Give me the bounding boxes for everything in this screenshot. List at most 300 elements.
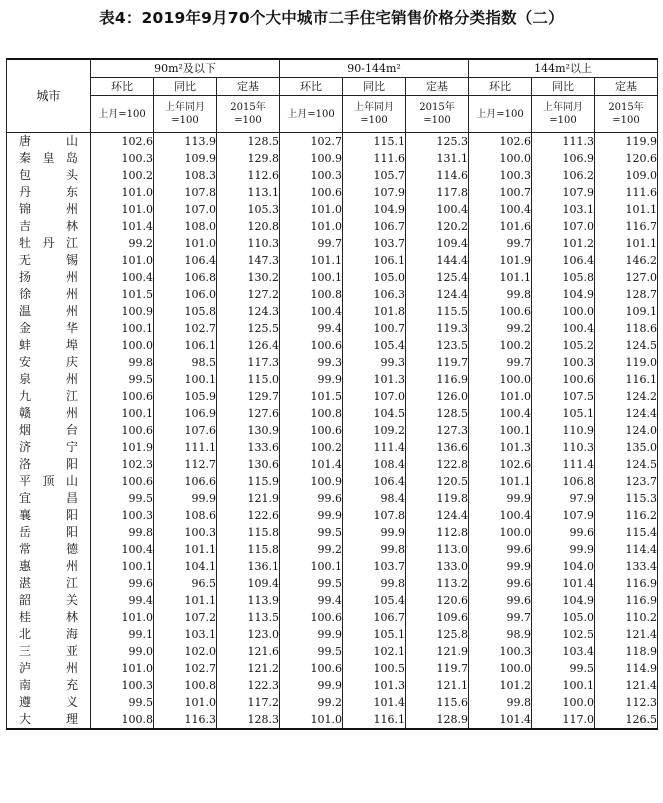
index-value-cell: 102.6 bbox=[91, 133, 154, 151]
index-value-cell: 121.4 bbox=[595, 626, 658, 643]
index-value-cell: 100.6 bbox=[469, 303, 532, 320]
city-name-cell: 牡丹江 bbox=[7, 235, 91, 252]
index-value-cell: 105.9 bbox=[154, 388, 217, 405]
index-value-cell: 107.9 bbox=[343, 184, 406, 201]
metric-header-mom: 环比 bbox=[91, 78, 154, 96]
index-value-cell: 100.9 bbox=[280, 150, 343, 167]
table-row bbox=[7, 439, 658, 456]
index-value-cell: 121.9 bbox=[217, 490, 280, 507]
index-value-cell: 118.6 bbox=[595, 320, 658, 337]
index-value-cell: 113.9 bbox=[217, 592, 280, 609]
index-value-cell: 106.0 bbox=[154, 286, 217, 303]
city-name-cell: 烟台 bbox=[7, 422, 91, 439]
index-value-cell: 121.1 bbox=[406, 677, 469, 694]
table-row bbox=[7, 388, 658, 405]
table-row bbox=[7, 507, 658, 524]
base-header-prev-month: 上月=100 bbox=[91, 96, 154, 133]
index-value-cell: 136.1 bbox=[217, 558, 280, 575]
index-value-cell: 112.3 bbox=[595, 694, 658, 711]
city-name-cell: 济宁 bbox=[7, 439, 91, 456]
index-value-cell: 117.2 bbox=[217, 694, 280, 711]
index-value-cell: 128.7 bbox=[595, 286, 658, 303]
index-value-cell: 100.1 bbox=[91, 405, 154, 422]
index-value-cell: 104.0 bbox=[532, 558, 595, 575]
index-value-cell: 108.0 bbox=[154, 218, 217, 235]
index-value-cell: 109.6 bbox=[406, 609, 469, 626]
index-value-cell: 106.9 bbox=[154, 405, 217, 422]
base-header-2015: 2015年=100 bbox=[406, 96, 469, 133]
table-row bbox=[7, 167, 658, 184]
index-value-cell: 100.1 bbox=[91, 320, 154, 337]
city-name-cell: 包头 bbox=[7, 167, 91, 184]
index-value-cell: 101.2 bbox=[532, 235, 595, 252]
index-value-cell: 101.4 bbox=[343, 694, 406, 711]
index-value-cell: 115.6 bbox=[406, 694, 469, 711]
index-value-cell: 122.8 bbox=[406, 456, 469, 473]
city-name-cell: 无锡 bbox=[7, 252, 91, 269]
index-value-cell: 100.6 bbox=[91, 473, 154, 490]
index-value-cell: 100.6 bbox=[280, 337, 343, 354]
index-value-cell: 99.6 bbox=[469, 541, 532, 558]
index-value-cell: 100.8 bbox=[280, 286, 343, 303]
index-value-cell: 113.1 bbox=[217, 184, 280, 201]
index-value-cell: 119.3 bbox=[406, 320, 469, 337]
index-value-cell: 109.4 bbox=[406, 235, 469, 252]
index-value-cell: 101.8 bbox=[343, 303, 406, 320]
table-row bbox=[7, 541, 658, 558]
index-value-cell: 100.0 bbox=[469, 660, 532, 677]
index-value-cell: 100.5 bbox=[343, 660, 406, 677]
index-value-cell: 115.8 bbox=[217, 524, 280, 541]
index-value-cell: 123.5 bbox=[406, 337, 469, 354]
index-value-cell: 128.3 bbox=[217, 711, 280, 729]
index-value-cell: 124.5 bbox=[595, 456, 658, 473]
index-value-cell: 111.4 bbox=[343, 439, 406, 456]
city-name-cell: 常德 bbox=[7, 541, 91, 558]
index-value-cell: 120.5 bbox=[406, 473, 469, 490]
index-value-cell: 102.6 bbox=[469, 133, 532, 151]
index-value-cell: 109.0 bbox=[595, 167, 658, 184]
table-row bbox=[7, 371, 658, 388]
index-value-cell: 101.3 bbox=[343, 371, 406, 388]
index-value-cell: 124.0 bbox=[595, 422, 658, 439]
table-row bbox=[7, 524, 658, 541]
index-value-cell: 116.1 bbox=[595, 371, 658, 388]
index-value-cell: 107.0 bbox=[532, 218, 595, 235]
base-header-prev-month: 上月=100 bbox=[469, 96, 532, 133]
index-value-cell: 116.9 bbox=[595, 575, 658, 592]
index-value-cell: 110.3 bbox=[532, 439, 595, 456]
metric-header-fixed: 定基 bbox=[217, 78, 280, 96]
index-value-cell: 115.9 bbox=[217, 473, 280, 490]
index-value-cell: 131.1 bbox=[406, 150, 469, 167]
index-value-cell: 100.9 bbox=[280, 473, 343, 490]
index-value-cell: 99.2 bbox=[280, 541, 343, 558]
index-value-cell: 100.6 bbox=[280, 184, 343, 201]
base-header-prev-year: 上年同月=100 bbox=[532, 96, 595, 133]
index-value-cell: 101.5 bbox=[280, 388, 343, 405]
index-value-cell: 107.9 bbox=[532, 507, 595, 524]
base-header-prev-year: 上年同月=100 bbox=[154, 96, 217, 133]
city-name-cell: 蚌埠 bbox=[7, 337, 91, 354]
index-value-cell: 105.0 bbox=[532, 609, 595, 626]
index-value-cell: 100.4 bbox=[406, 201, 469, 218]
table-title: 表4：2019年9月70个大中城市二手住宅销售价格分类指数（二） bbox=[99, 9, 564, 27]
index-value-cell: 101.9 bbox=[91, 439, 154, 456]
index-value-cell: 115.0 bbox=[217, 371, 280, 388]
table-row bbox=[7, 575, 658, 592]
index-value-cell: 100.4 bbox=[469, 507, 532, 524]
city-name-cell: 秦皇岛 bbox=[7, 150, 91, 167]
index-value-cell: 107.6 bbox=[154, 422, 217, 439]
city-name-cell: 锦州 bbox=[7, 201, 91, 218]
index-value-cell: 100.9 bbox=[91, 303, 154, 320]
index-value-cell: 99.9 bbox=[343, 524, 406, 541]
index-value-cell: 99.8 bbox=[469, 694, 532, 711]
index-value-cell: 105.4 bbox=[343, 337, 406, 354]
index-value-cell: 101.0 bbox=[280, 711, 343, 729]
index-value-cell: 101.0 bbox=[91, 201, 154, 218]
index-value-cell: 112.7 bbox=[154, 456, 217, 473]
city-name-cell: 遵义 bbox=[7, 694, 91, 711]
index-value-cell: 99.2 bbox=[280, 694, 343, 711]
index-value-cell: 100.1 bbox=[91, 558, 154, 575]
index-value-cell: 100.6 bbox=[532, 371, 595, 388]
table-row bbox=[7, 592, 658, 609]
index-value-cell: 101.0 bbox=[91, 609, 154, 626]
index-value-cell: 101.4 bbox=[280, 456, 343, 473]
city-name-cell: 宜昌 bbox=[7, 490, 91, 507]
city-column-header: 城市 bbox=[7, 59, 91, 133]
index-value-cell: 116.9 bbox=[406, 371, 469, 388]
index-value-cell: 101.4 bbox=[532, 575, 595, 592]
index-value-cell: 99.9 bbox=[469, 558, 532, 575]
index-value-cell: 122.6 bbox=[217, 507, 280, 524]
index-value-cell: 126.0 bbox=[406, 388, 469, 405]
index-value-cell: 100.6 bbox=[91, 388, 154, 405]
index-value-cell: 99.5 bbox=[280, 524, 343, 541]
table-row bbox=[7, 286, 658, 303]
index-value-cell: 105.7 bbox=[343, 167, 406, 184]
index-value-cell: 126.4 bbox=[217, 337, 280, 354]
index-value-cell: 99.9 bbox=[280, 626, 343, 643]
index-value-cell: 125.3 bbox=[406, 133, 469, 151]
index-value-cell: 100.2 bbox=[91, 167, 154, 184]
index-value-cell: 101.4 bbox=[91, 218, 154, 235]
index-value-cell: 101.1 bbox=[595, 201, 658, 218]
index-value-cell: 103.7 bbox=[343, 558, 406, 575]
index-value-cell: 96.5 bbox=[154, 575, 217, 592]
index-value-cell: 107.5 bbox=[532, 388, 595, 405]
index-value-cell: 101.1 bbox=[469, 269, 532, 286]
city-name-cell: 大理 bbox=[7, 711, 91, 729]
city-name-cell: 赣州 bbox=[7, 405, 91, 422]
index-value-cell: 130.9 bbox=[217, 422, 280, 439]
index-value-cell: 127.2 bbox=[217, 286, 280, 303]
index-value-cell: 105.1 bbox=[343, 626, 406, 643]
city-name-cell: 三亚 bbox=[7, 643, 91, 660]
index-value-cell: 127.6 bbox=[217, 405, 280, 422]
index-value-cell: 119.0 bbox=[595, 354, 658, 371]
index-value-cell: 99.3 bbox=[280, 354, 343, 371]
group-header-small: 90m²及以下 bbox=[91, 59, 280, 78]
index-value-cell: 100.4 bbox=[532, 320, 595, 337]
index-value-cell: 113.0 bbox=[406, 541, 469, 558]
index-value-cell: 101.3 bbox=[469, 439, 532, 456]
index-value-cell: 106.6 bbox=[154, 473, 217, 490]
index-value-cell: 104.9 bbox=[532, 286, 595, 303]
index-value-cell: 101.0 bbox=[280, 218, 343, 235]
index-value-cell: 99.6 bbox=[91, 575, 154, 592]
index-value-cell: 120.8 bbox=[217, 218, 280, 235]
index-value-cell: 106.2 bbox=[532, 167, 595, 184]
table-row bbox=[7, 677, 658, 694]
city-name-cell: 泉州 bbox=[7, 371, 91, 388]
index-value-cell: 99.1 bbox=[91, 626, 154, 643]
index-value-cell: 99.8 bbox=[91, 354, 154, 371]
index-value-cell: 107.9 bbox=[532, 184, 595, 201]
index-value-cell: 107.8 bbox=[154, 184, 217, 201]
table-row bbox=[7, 218, 658, 235]
index-value-cell: 101.0 bbox=[154, 235, 217, 252]
index-value-cell: 100.4 bbox=[280, 303, 343, 320]
index-value-cell: 103.7 bbox=[343, 235, 406, 252]
price-index-table bbox=[6, 58, 658, 730]
index-value-cell: 99.6 bbox=[469, 575, 532, 592]
index-value-cell: 129.7 bbox=[217, 388, 280, 405]
index-value-cell: 98.4 bbox=[343, 490, 406, 507]
index-value-cell: 121.9 bbox=[406, 643, 469, 660]
table-row bbox=[7, 609, 658, 626]
index-value-cell: 124.4 bbox=[406, 286, 469, 303]
index-value-cell: 99.9 bbox=[280, 507, 343, 524]
index-value-cell: 99.2 bbox=[469, 320, 532, 337]
table-row bbox=[7, 354, 658, 371]
index-value-cell: 128.5 bbox=[406, 405, 469, 422]
index-value-cell: 116.2 bbox=[595, 507, 658, 524]
index-value-cell: 100.0 bbox=[532, 694, 595, 711]
index-value-cell: 100.1 bbox=[469, 422, 532, 439]
index-value-cell: 120.6 bbox=[595, 150, 658, 167]
base-header-prev-month: 上月=100 bbox=[280, 96, 343, 133]
index-value-cell: 101.3 bbox=[343, 677, 406, 694]
index-value-cell: 101.0 bbox=[469, 388, 532, 405]
index-value-cell: 126.5 bbox=[595, 711, 658, 729]
index-value-cell: 121.4 bbox=[595, 677, 658, 694]
index-value-cell: 130.6 bbox=[217, 456, 280, 473]
table-row bbox=[7, 643, 658, 660]
index-value-cell: 105.8 bbox=[154, 303, 217, 320]
index-value-cell: 116.7 bbox=[595, 218, 658, 235]
index-value-cell: 99.4 bbox=[91, 592, 154, 609]
table-row bbox=[7, 405, 658, 422]
index-value-cell: 101.0 bbox=[91, 184, 154, 201]
index-value-cell: 133.0 bbox=[406, 558, 469, 575]
city-name-cell: 唐山 bbox=[7, 133, 91, 151]
index-value-cell: 102.7 bbox=[154, 660, 217, 677]
index-value-cell: 99.6 bbox=[469, 592, 532, 609]
city-name-cell: 湛江 bbox=[7, 575, 91, 592]
city-name-cell: 岳阳 bbox=[7, 524, 91, 541]
city-name-cell: 桂林 bbox=[7, 609, 91, 626]
index-value-cell: 100.1 bbox=[532, 677, 595, 694]
index-value-cell: 106.1 bbox=[154, 337, 217, 354]
index-value-cell: 100.3 bbox=[91, 507, 154, 524]
index-value-cell: 103.1 bbox=[532, 201, 595, 218]
table-row bbox=[7, 235, 658, 252]
index-value-cell: 112.6 bbox=[217, 167, 280, 184]
index-value-cell: 106.7 bbox=[343, 218, 406, 235]
index-value-cell: 102.7 bbox=[280, 133, 343, 151]
index-value-cell: 105.1 bbox=[532, 405, 595, 422]
index-value-cell: 107.8 bbox=[343, 507, 406, 524]
table-row bbox=[7, 337, 658, 354]
index-value-cell: 100.2 bbox=[469, 337, 532, 354]
index-value-cell: 98.9 bbox=[469, 626, 532, 643]
index-value-cell: 129.8 bbox=[217, 150, 280, 167]
index-value-cell: 100.8 bbox=[91, 711, 154, 729]
table-row bbox=[7, 320, 658, 337]
index-value-cell: 99.9 bbox=[280, 371, 343, 388]
index-value-cell: 120.2 bbox=[406, 218, 469, 235]
table-row bbox=[7, 269, 658, 286]
index-value-cell: 100.4 bbox=[91, 541, 154, 558]
index-value-cell: 98.5 bbox=[154, 354, 217, 371]
index-value-cell: 115.8 bbox=[217, 541, 280, 558]
index-value-cell: 102.1 bbox=[343, 643, 406, 660]
index-value-cell: 100.4 bbox=[469, 405, 532, 422]
table-row bbox=[7, 711, 658, 729]
index-value-cell: 100.6 bbox=[91, 422, 154, 439]
index-value-cell: 106.4 bbox=[532, 252, 595, 269]
index-value-cell: 114.4 bbox=[595, 541, 658, 558]
city-name-cell: 安庆 bbox=[7, 354, 91, 371]
index-value-cell: 103.1 bbox=[154, 626, 217, 643]
index-value-cell: 124.4 bbox=[595, 405, 658, 422]
index-value-cell: 100.1 bbox=[154, 371, 217, 388]
index-value-cell: 101.2 bbox=[469, 677, 532, 694]
index-value-cell: 101.6 bbox=[469, 218, 532, 235]
index-value-cell: 99.8 bbox=[343, 541, 406, 558]
index-value-cell: 111.4 bbox=[532, 456, 595, 473]
index-value-cell: 100.3 bbox=[469, 167, 532, 184]
table-row bbox=[7, 201, 658, 218]
index-value-cell: 99.7 bbox=[469, 235, 532, 252]
table-body bbox=[7, 133, 658, 730]
index-value-cell: 110.2 bbox=[595, 609, 658, 626]
index-value-cell: 99.4 bbox=[280, 320, 343, 337]
index-value-cell: 119.9 bbox=[595, 133, 658, 151]
index-value-cell: 115.5 bbox=[406, 303, 469, 320]
index-value-cell: 125.4 bbox=[406, 269, 469, 286]
index-value-cell: 118.9 bbox=[595, 643, 658, 660]
index-value-cell: 100.0 bbox=[469, 524, 532, 541]
city-name-cell: 洛阳 bbox=[7, 456, 91, 473]
city-name-cell: 九江 bbox=[7, 388, 91, 405]
index-value-cell: 101.1 bbox=[154, 541, 217, 558]
table-row bbox=[7, 150, 658, 167]
index-value-cell: 119.8 bbox=[406, 490, 469, 507]
index-value-cell: 101.9 bbox=[469, 252, 532, 269]
index-value-cell: 100.3 bbox=[280, 167, 343, 184]
metric-header-fixed: 定基 bbox=[595, 78, 658, 96]
index-value-cell: 111.6 bbox=[343, 150, 406, 167]
index-value-cell: 109.2 bbox=[343, 422, 406, 439]
index-value-cell: 109.9 bbox=[154, 150, 217, 167]
index-value-cell: 106.4 bbox=[154, 252, 217, 269]
index-value-cell: 99.5 bbox=[91, 371, 154, 388]
index-value-cell: 99.7 bbox=[469, 609, 532, 626]
index-value-cell: 115.4 bbox=[595, 524, 658, 541]
index-value-cell: 144.4 bbox=[406, 252, 469, 269]
metric-header-mom: 环比 bbox=[469, 78, 532, 96]
index-value-cell: 102.3 bbox=[91, 456, 154, 473]
index-value-cell: 99.5 bbox=[280, 643, 343, 660]
group-header-large: 144m²以上 bbox=[469, 59, 658, 78]
index-value-cell: 100.6 bbox=[280, 422, 343, 439]
index-value-cell: 133.6 bbox=[217, 439, 280, 456]
index-value-cell: 105.3 bbox=[217, 201, 280, 218]
city-name-cell: 徐州 bbox=[7, 286, 91, 303]
index-value-cell: 105.8 bbox=[532, 269, 595, 286]
index-value-cell: 101.0 bbox=[280, 201, 343, 218]
index-value-cell: 110.9 bbox=[532, 422, 595, 439]
index-value-cell: 101.0 bbox=[91, 660, 154, 677]
index-value-cell: 99.9 bbox=[154, 490, 217, 507]
index-value-cell: 106.7 bbox=[343, 609, 406, 626]
city-name-cell: 南充 bbox=[7, 677, 91, 694]
index-value-cell: 99.2 bbox=[91, 235, 154, 252]
index-value-cell: 105.0 bbox=[343, 269, 406, 286]
index-value-cell: 99.9 bbox=[280, 677, 343, 694]
index-value-cell: 100.2 bbox=[280, 439, 343, 456]
index-value-cell: 100.0 bbox=[469, 150, 532, 167]
metric-header-yoy: 同比 bbox=[532, 78, 595, 96]
index-value-cell: 113.2 bbox=[406, 575, 469, 592]
index-value-cell: 122.3 bbox=[217, 677, 280, 694]
index-value-cell: 104.5 bbox=[343, 405, 406, 422]
index-value-cell: 99.7 bbox=[469, 354, 532, 371]
index-value-cell: 100.0 bbox=[91, 337, 154, 354]
index-value-cell: 101.1 bbox=[280, 252, 343, 269]
table-row bbox=[7, 184, 658, 201]
index-value-cell: 99.0 bbox=[91, 643, 154, 660]
index-value-cell: 146.2 bbox=[595, 252, 658, 269]
index-value-cell: 108.6 bbox=[154, 507, 217, 524]
index-value-cell: 101.5 bbox=[91, 286, 154, 303]
index-value-cell: 101.0 bbox=[154, 694, 217, 711]
index-value-cell: 106.8 bbox=[532, 473, 595, 490]
index-value-cell: 104.1 bbox=[154, 558, 217, 575]
index-value-cell: 120.6 bbox=[406, 592, 469, 609]
index-value-cell: 100.3 bbox=[469, 643, 532, 660]
index-value-cell: 99.8 bbox=[91, 524, 154, 541]
metric-header-yoy: 同比 bbox=[154, 78, 217, 96]
table-row bbox=[7, 660, 658, 677]
index-value-cell: 135.0 bbox=[595, 439, 658, 456]
index-value-cell: 100.0 bbox=[532, 303, 595, 320]
index-value-cell: 115.1 bbox=[343, 133, 406, 151]
index-value-cell: 100.3 bbox=[91, 677, 154, 694]
city-name-cell: 丹东 bbox=[7, 184, 91, 201]
index-value-cell: 100.7 bbox=[469, 184, 532, 201]
index-value-cell: 99.8 bbox=[343, 575, 406, 592]
index-value-cell: 100.3 bbox=[91, 150, 154, 167]
index-value-cell: 124.4 bbox=[406, 507, 469, 524]
index-value-cell: 100.4 bbox=[469, 201, 532, 218]
index-value-cell: 127.0 bbox=[595, 269, 658, 286]
index-value-cell: 147.3 bbox=[217, 252, 280, 269]
